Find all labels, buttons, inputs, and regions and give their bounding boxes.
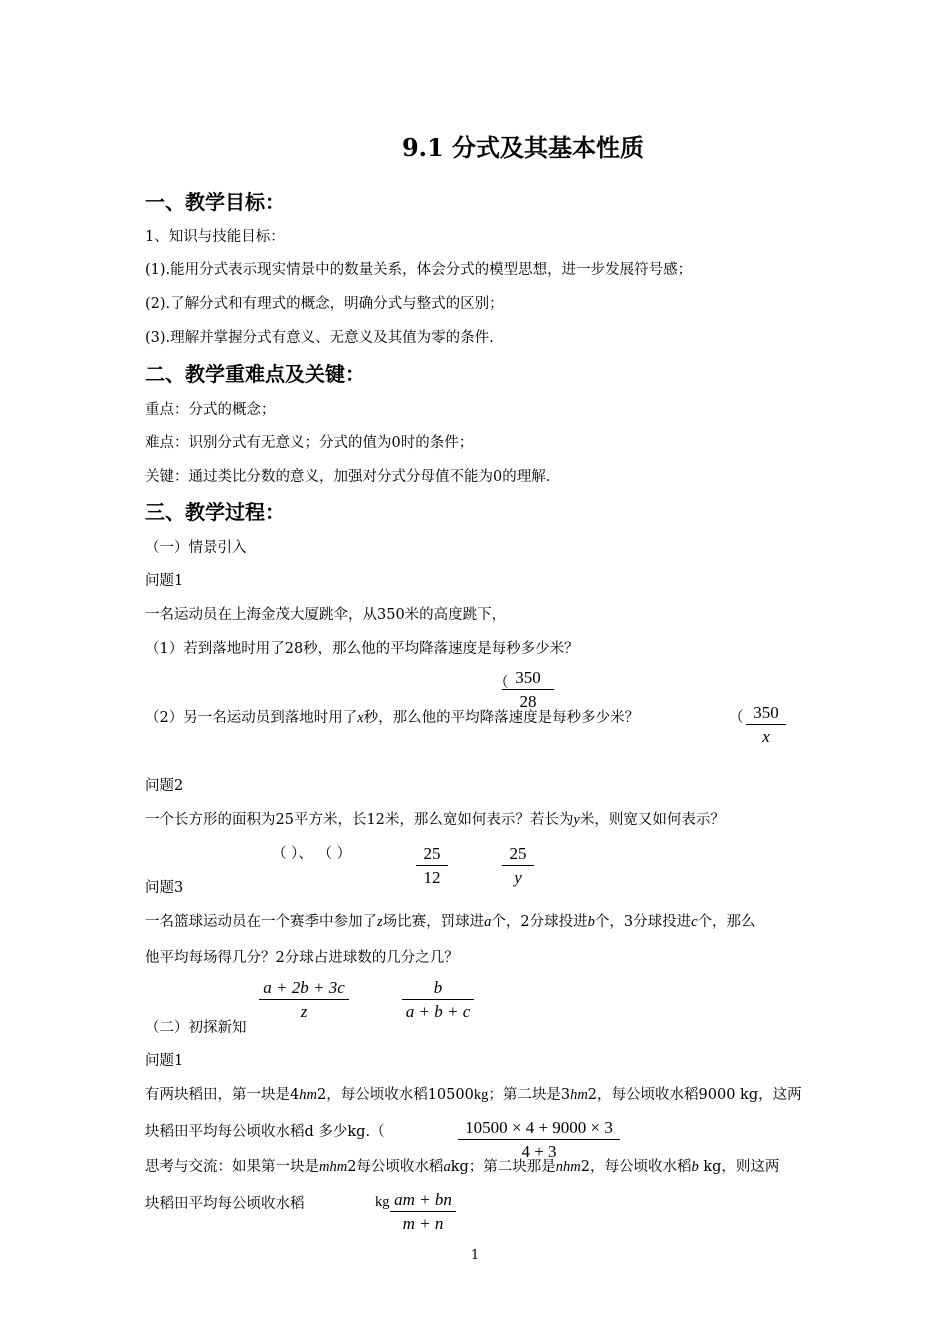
- text-segment: 秒，那么他的平均降落速度是每秒多少米？: [363, 710, 640, 726]
- fraction-total-points-per-game: [259, 977, 349, 1024]
- fraction-25-over-12: [416, 843, 448, 890]
- section-heading-key-points: 二、教学重难点及关键：: [145, 362, 365, 386]
- objectives-subheading: 1、知识与技能目标：: [145, 229, 285, 245]
- variable-a: a: [484, 914, 492, 930]
- text-segment: 个，2分球投进: [491, 914, 588, 930]
- section-heading-process: 三、教学过程：: [145, 500, 285, 524]
- section-heading-objectives: 一、教学目标：: [145, 190, 285, 214]
- think-and-discuss-line-1: [145, 1155, 779, 1176]
- fraction-denominator: 4 + 3: [521, 1142, 557, 1161]
- question-label-4: 问题1: [145, 1053, 184, 1069]
- fraction-denominator: a + b + c: [405, 1002, 471, 1021]
- text-segment: 2，每公顷收水稻9000 kg，这两: [587, 1087, 802, 1103]
- question-3-line-1: [145, 910, 756, 931]
- text-segment: 场比赛，罚球进: [382, 914, 485, 930]
- text-segment: 有两块稻田，第一块是4: [145, 1087, 300, 1103]
- text-segment: kg；第二块那是: [450, 1159, 556, 1175]
- part-heading-new-knowledge: （二）初探新知: [145, 1020, 247, 1036]
- unit-hm: hm: [299, 1087, 317, 1103]
- fraction-denominator: 12: [423, 868, 441, 887]
- think-and-discuss-line-2: 块稻田平均每公顷收水稻: [145, 1196, 305, 1212]
- variable-a: a: [443, 1159, 451, 1175]
- fraction-numerator: b: [402, 977, 474, 1000]
- question-label-2: 问题2: [145, 778, 184, 794]
- question-1-part-1: （1）若到落地时用了28秒，那么他的平均降落速度是每秒多少米？: [145, 641, 579, 657]
- fraction-denominator: z: [300, 1002, 308, 1021]
- variable-b: b: [587, 914, 595, 930]
- text-segment: 思考与交流：如果第一块是: [145, 1159, 319, 1175]
- fraction-25-over-y: [502, 843, 534, 890]
- fraction-denominator: m + n: [402, 1214, 444, 1233]
- answer-blanks: （ ）、 （ ）: [272, 846, 352, 862]
- question-4-line-2: 块稻田平均每公顷收水稻d 多少kg.（: [145, 1124, 385, 1140]
- unit-mhm: mhm: [319, 1159, 348, 1175]
- paren-open: （: [729, 710, 744, 726]
- fraction-denominator: 28: [519, 692, 537, 711]
- fraction-two-point-share: [402, 977, 474, 1024]
- unit-nhm: nhm: [555, 1159, 581, 1175]
- fraction-denominator: y: [514, 868, 522, 887]
- question-2-text: [145, 808, 725, 829]
- objective-item-1: (1).能用分式表示现实情景中的数量关系，体会分式的模型思想，进一步发展符号感；: [145, 262, 693, 278]
- fraction-weighted-average: [390, 1189, 456, 1236]
- question-1-part-2: [145, 706, 639, 727]
- variable-z: z: [377, 914, 383, 930]
- question-label-1: 问题1: [145, 573, 184, 589]
- text-segment: ；第二块是3: [488, 1087, 571, 1103]
- fraction-350-over-x: [746, 702, 786, 749]
- page-title: 9.1 分式及其基本性质: [401, 133, 645, 162]
- text-segment: 2，每公顷收水稻10500: [316, 1087, 474, 1103]
- question-4-line-1: [145, 1083, 802, 1104]
- objective-item-2: (2).了解分式和有理式的概念，明确分式与整式的区别；: [145, 296, 504, 312]
- page-number: 1: [470, 1248, 480, 1263]
- part-heading-intro: （一）情景引入: [145, 540, 247, 556]
- key-point-difficulty: 难点：识别分式有无意义；分式的值为0时的条件；: [145, 435, 474, 451]
- text-segment: （2）另一名运动员到落地时用了: [145, 710, 358, 726]
- fraction-numerator: 350: [502, 667, 554, 690]
- text-segment: 一名篮球运动员在一个赛季中参加了: [145, 914, 377, 930]
- text-segment: 个，那么: [697, 914, 756, 930]
- fraction-numerator: 25: [416, 843, 448, 866]
- question-3-line-2: 他平均每场得几分？2分球占进球数的几分之几？: [145, 950, 459, 966]
- objective-item-3: (3).理解并掌握分式有意义、无意义及其值为零的条件.: [145, 330, 494, 346]
- text-segment: 2，每公顷收水稻: [580, 1159, 692, 1175]
- unit-kg: kg: [375, 1194, 390, 1210]
- paren-open: （: [494, 675, 509, 691]
- unit-kg: kg: [473, 1087, 489, 1103]
- key-point-focus: 重点：分式的概念；: [145, 402, 276, 418]
- variable-c: c: [691, 914, 698, 930]
- fraction-denominator: x: [762, 727, 770, 746]
- variable-y: y: [573, 812, 580, 828]
- fraction-numerator: 10500 × 4 + 9000 × 3: [458, 1117, 620, 1140]
- fraction-numerator: a + 2b + 3c: [259, 977, 349, 1000]
- fraction-numerator: 25: [502, 843, 534, 866]
- text-segment: 2每公顷收水稻: [347, 1159, 444, 1175]
- key-point-key: 关键：通过类比分数的意义，加强对分式分母值不能为0的理解.: [145, 469, 551, 485]
- question-1-intro: 一名运动员在上海金茂大厦跳伞，从350米的高度跳下，: [145, 607, 507, 623]
- text-segment: 米，则宽又如何表示？: [579, 812, 725, 828]
- question-label-3: 问题3: [145, 880, 184, 896]
- text-segment: kg，则这两: [698, 1159, 780, 1175]
- text-segment: 个，3分球投进: [594, 914, 692, 930]
- fraction-numerator: am + bn: [390, 1189, 456, 1212]
- unit-hm: hm: [570, 1087, 588, 1103]
- text-segment: 一个长方形的面积为25平方米，长12米，那么宽如何表示？若长为: [145, 812, 574, 828]
- variable-b: b: [691, 1159, 699, 1175]
- variable-x: x: [357, 710, 364, 726]
- fraction-numerator: 350: [746, 702, 786, 725]
